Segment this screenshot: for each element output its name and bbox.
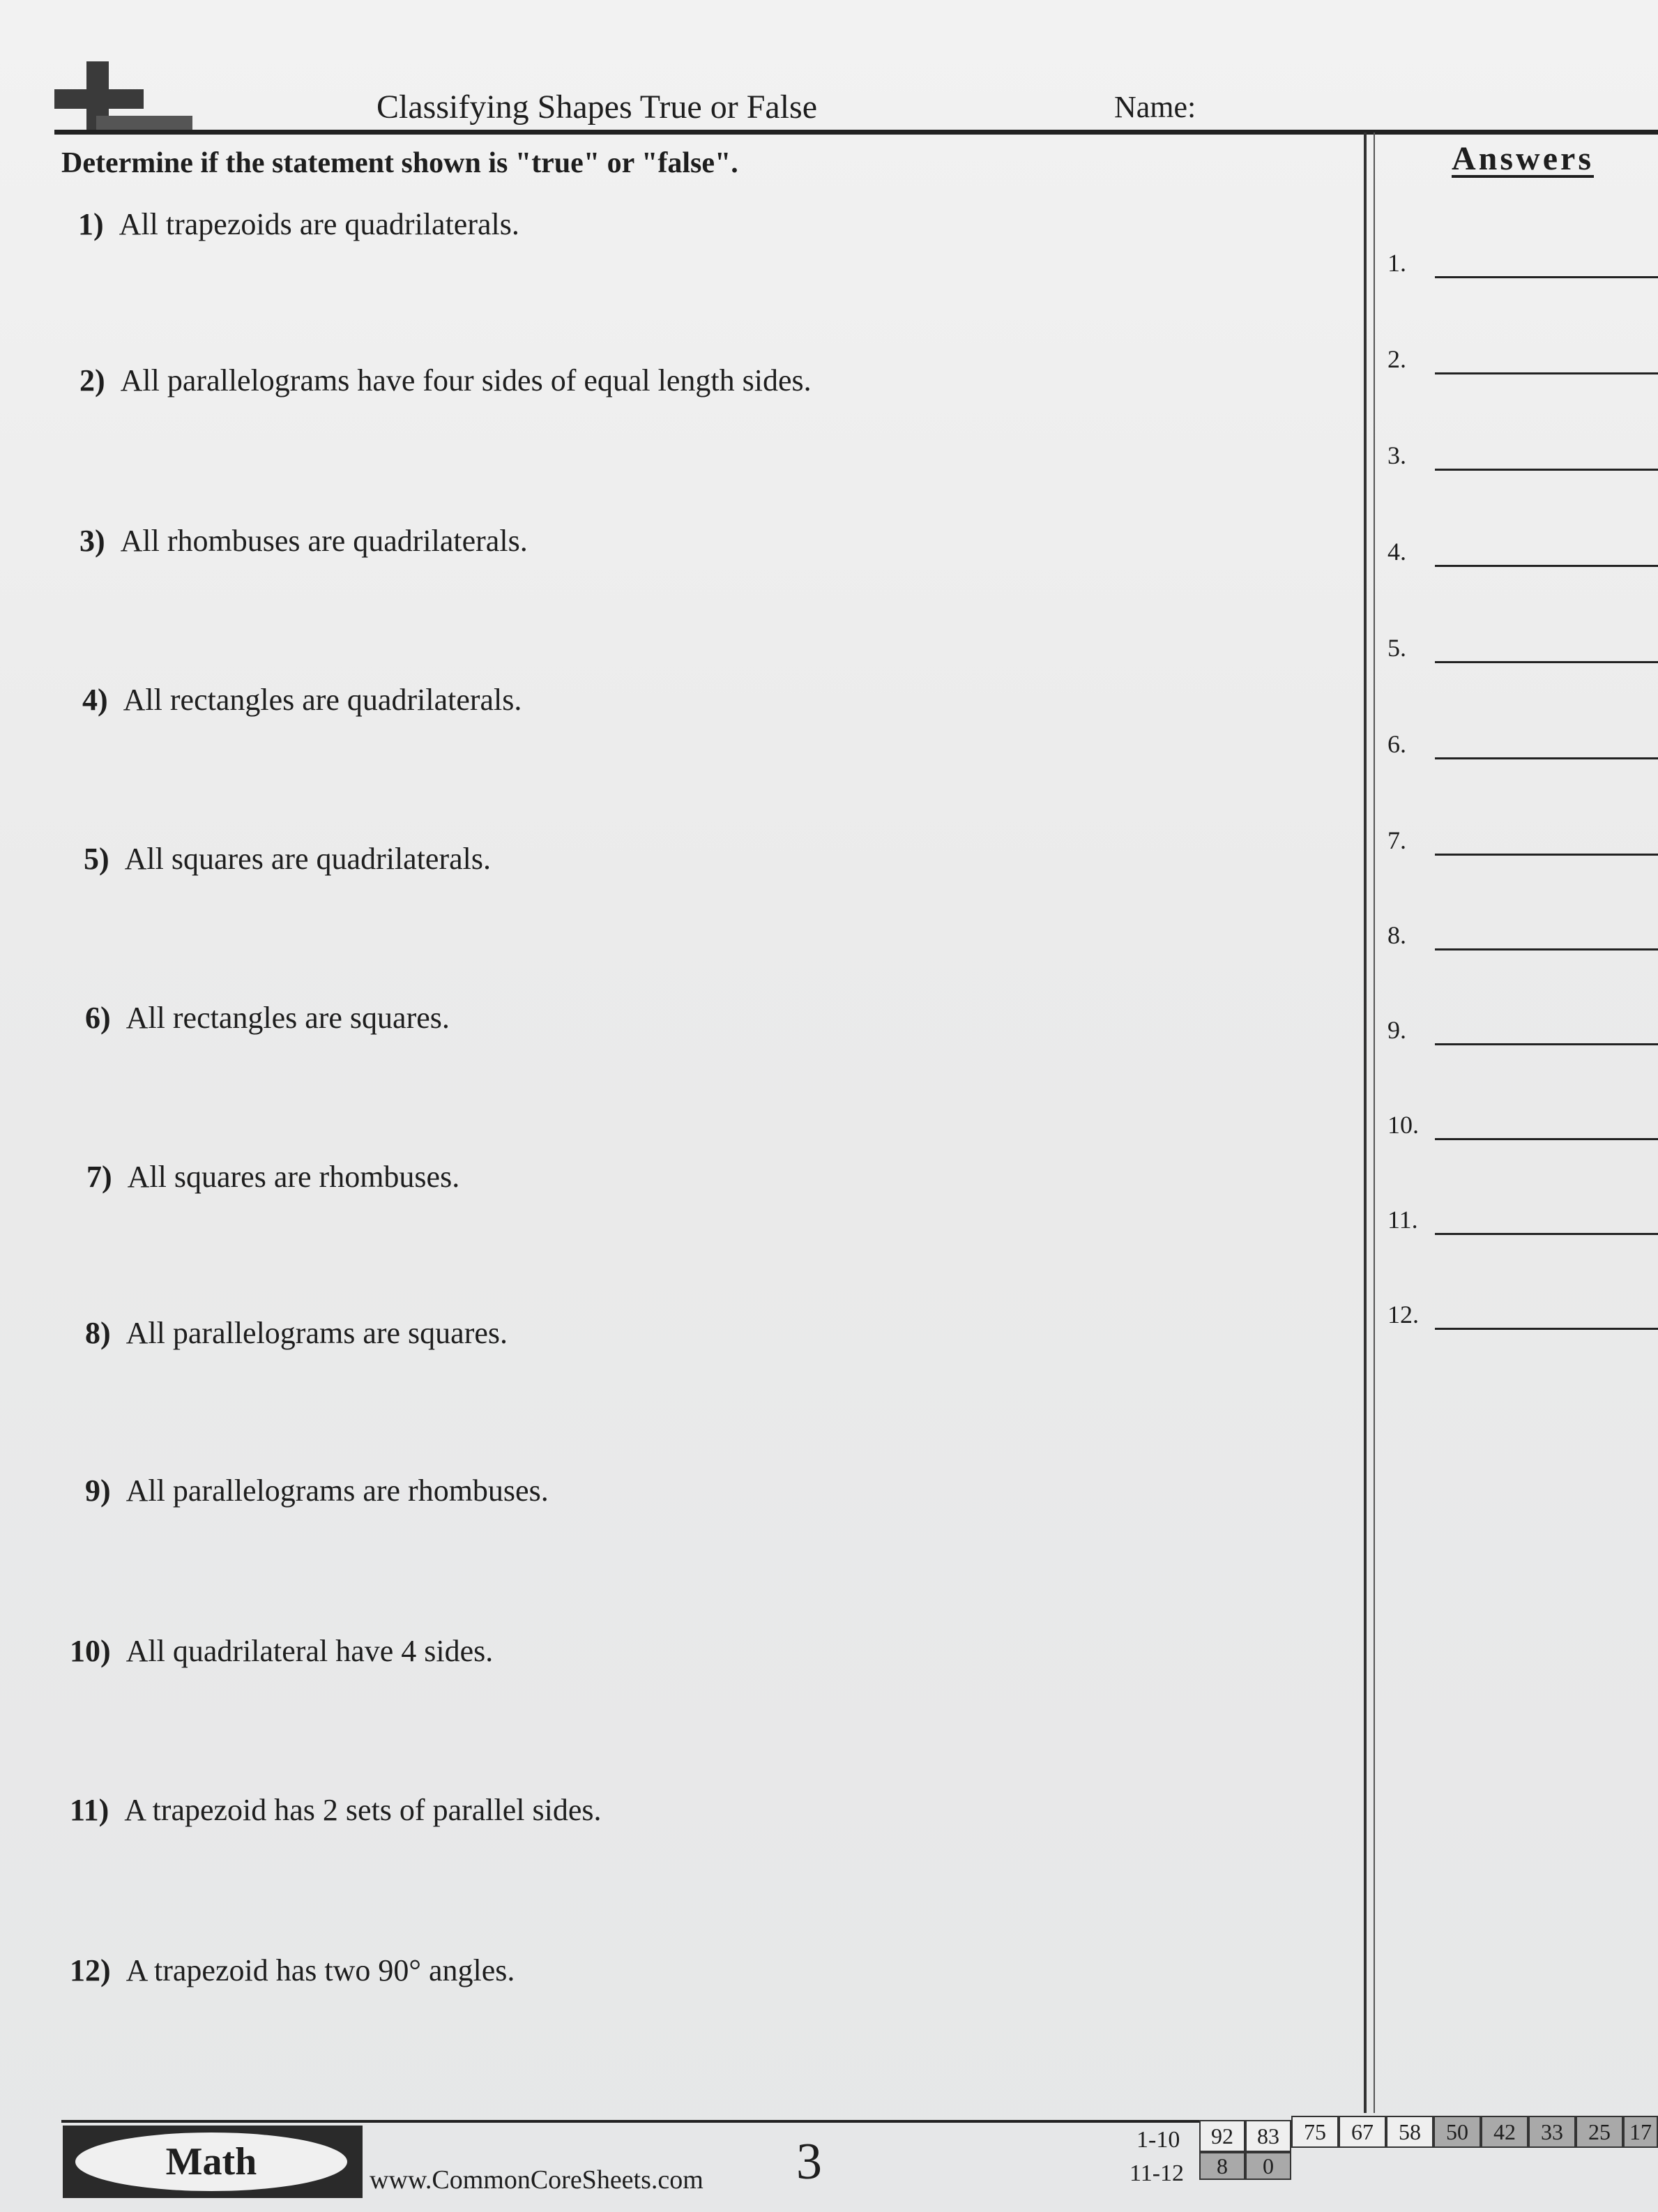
question-text: A trapezoid has 2 sets of parallel sides.	[124, 1793, 602, 1827]
question-text: All parallelograms are squares.	[126, 1316, 508, 1350]
question-number: 1)	[78, 207, 104, 241]
header-rule	[54, 130, 1658, 135]
answer-label: 4.	[1387, 538, 1406, 566]
score-cell: 25	[1576, 2116, 1623, 2148]
question-item	[70, 1953, 515, 1988]
question-number: 6)	[85, 1001, 111, 1035]
column-divider-inner	[1374, 132, 1375, 2113]
question-item	[79, 363, 812, 398]
answer-row	[1387, 826, 1658, 868]
answer-blank[interactable]	[1435, 1328, 1658, 1330]
answer-label: 8.	[1387, 921, 1406, 949]
answer-blank[interactable]	[1435, 1138, 1658, 1140]
score-cell: 92	[1199, 2120, 1245, 2152]
question-text: All squares are rhombuses.	[127, 1160, 460, 1194]
answer-blank[interactable]	[1435, 757, 1658, 759]
question-text: All parallelograms are rhombuses.	[126, 1474, 549, 1508]
answer-label: 3.	[1387, 441, 1406, 469]
answers-heading: Answers	[1452, 140, 1594, 177]
answer-label: 11.	[1387, 1206, 1418, 1234]
page-number: 3	[796, 2133, 822, 2190]
answer-blank[interactable]	[1435, 854, 1658, 856]
question-text: All squares are quadrilaterals.	[124, 842, 491, 876]
question-number: 5)	[84, 842, 109, 876]
answer-row	[1387, 1110, 1658, 1152]
score-cell: 0	[1245, 2152, 1291, 2180]
answer-blank[interactable]	[1435, 469, 1658, 471]
answer-row	[1387, 248, 1658, 290]
score-row-label: 1-10	[1136, 2127, 1180, 2153]
answer-label: 9.	[1387, 1016, 1406, 1044]
question-number: 4)	[82, 683, 108, 717]
column-divider	[1364, 132, 1367, 2113]
question-text: All rectangles are squares.	[126, 1001, 450, 1035]
answer-blank[interactable]	[1435, 276, 1658, 278]
question-text: All parallelograms have four sides of equal length sides.	[120, 363, 812, 397]
score-cell: 67	[1339, 2116, 1386, 2148]
question-item	[85, 1473, 549, 1508]
answer-label: 1.	[1387, 249, 1406, 277]
answer-label: 6.	[1387, 730, 1406, 758]
answer-label: 2.	[1387, 345, 1406, 373]
answer-row	[1387, 729, 1658, 771]
answer-row	[1387, 1205, 1658, 1247]
question-number: 2)	[79, 363, 105, 397]
score-cell: 58	[1386, 2116, 1433, 2148]
question-number: 8)	[85, 1316, 111, 1350]
plus-minus-logo	[54, 60, 194, 137]
answer-label: 12.	[1387, 1301, 1419, 1328]
question-text: All trapezoids are quadrilaterals.	[119, 207, 519, 241]
question-number: 9)	[85, 1474, 111, 1508]
question-item	[86, 1159, 459, 1195]
question-item	[82, 682, 522, 718]
question-item	[85, 1000, 450, 1036]
answer-label: 7.	[1387, 826, 1406, 854]
score-cell: 17	[1623, 2116, 1658, 2148]
question-item	[79, 523, 528, 559]
question-number: 11)	[70, 1793, 109, 1827]
answer-blank[interactable]	[1435, 1043, 1658, 1045]
answer-row	[1387, 1300, 1658, 1342]
worksheet-title: Classifying Shapes True or False	[377, 89, 818, 126]
answer-label: 10.	[1387, 1111, 1419, 1139]
question-text: All rhombuses are quadrilaterals.	[120, 524, 528, 558]
question-item	[70, 1792, 602, 1828]
score-cell: 50	[1433, 2116, 1481, 2148]
answer-blank[interactable]	[1435, 661, 1658, 663]
score-cell: 83	[1245, 2120, 1291, 2152]
question-item	[84, 841, 491, 877]
score-cell: 33	[1528, 2116, 1576, 2148]
answer-row	[1387, 1015, 1658, 1057]
name-label: Name:	[1114, 90, 1196, 124]
answer-blank[interactable]	[1435, 372, 1658, 374]
question-number: 3)	[79, 524, 105, 558]
instructions: Determine if the statement shown is "true" or "false".	[61, 147, 738, 179]
question-item	[70, 1633, 493, 1669]
answer-row	[1387, 921, 1658, 962]
score-cell: 75	[1291, 2116, 1339, 2148]
answer-blank[interactable]	[1435, 948, 1658, 950]
score-cell: 42	[1481, 2116, 1528, 2148]
math-badge	[75, 2133, 347, 2191]
question-number: 10)	[70, 1634, 111, 1668]
score-cell: 8	[1199, 2152, 1245, 2180]
website-link: www.CommonCoreSheets.com	[370, 2165, 703, 2195]
answer-row	[1387, 344, 1658, 386]
question-text: All rectangles are quadrilaterals.	[123, 683, 522, 717]
question-item	[85, 1315, 508, 1351]
question-text: All quadrilateral have 4 sides.	[126, 1634, 494, 1668]
answer-row	[1387, 441, 1658, 483]
answer-blank[interactable]	[1435, 1233, 1658, 1235]
question-number: 12)	[70, 1953, 111, 1987]
answer-label: 5.	[1387, 634, 1406, 662]
question-number: 7)	[86, 1160, 112, 1194]
score-row-label: 11-12	[1130, 2160, 1185, 2186]
answer-row	[1387, 537, 1658, 579]
math-badge-label: Math	[165, 2140, 257, 2183]
answer-row	[1387, 633, 1658, 675]
question-item	[78, 206, 519, 242]
answer-blank[interactable]	[1435, 565, 1658, 567]
question-text: A trapezoid has two 90° angles.	[126, 1953, 515, 1987]
